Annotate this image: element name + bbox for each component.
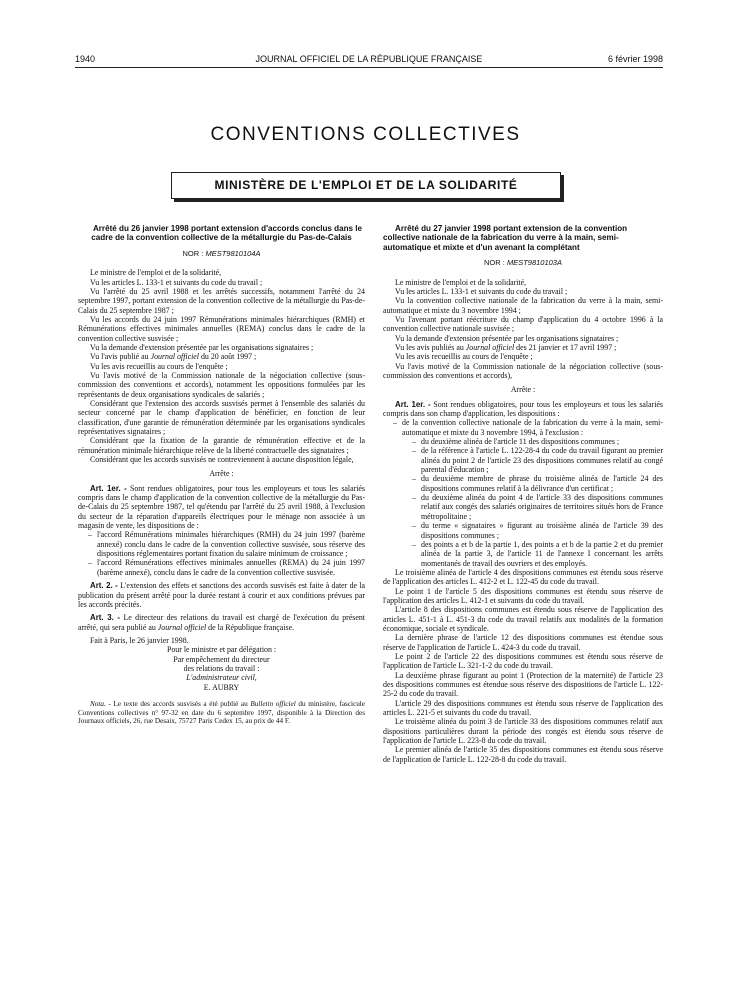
paragraph: Vu l'arrêté du 25 avril 1988 et les arrêtés successifs, notamment l'arrêté du 24 septembre 1997, portant extension de la convention collective de la métallurgie du Pas-de-Calais du 25 septembre 1987 ; (78, 286, 365, 315)
paragraph: Vu les articles L. 133-1 et suivants du code du travail ; (395, 286, 568, 296)
article-1 (383, 400, 663, 419)
paragraph: Vu l'avis motivé de la Commission nationale de la négociation collective (sous-commission des conventions et accords), notamment les oppositions formulées par les représentants de deux organisations syndicales de salariés ; (78, 370, 365, 399)
right-decree-title: Arrêté du 27 janvier 1998 portant extension de la convention collective nationale de la fabrication du verre à la main, semi-automatique et mixte et d'un avenant la complétant (383, 224, 628, 252)
journal-ref: Journal officiel (157, 622, 207, 632)
text: Le texte des accords susvisés a été publié au (110, 699, 251, 708)
text: L'extension des effets et sanctions des accords susvisés est faite à dater de la publication du présent arrêté pour la durée restant à courir et aux conditions prévues par les accords précités. (78, 581, 366, 609)
journal-ref: Journal officiel (150, 352, 199, 362)
paragraph: Vu les articles L. 133-1 et suivants du code du travail ; (90, 277, 263, 287)
arrete-heading: Arrête : (510, 385, 536, 395)
nor-label: NOR : (484, 258, 505, 268)
nor-code: MEST9810103A (506, 258, 562, 268)
list-item: – l'accord Rémunérations effectives minimales annuelles (REMA) du 24 juin 1997 (barème annexé), conclu dans le cadre de la convention collective susvisée. (88, 558, 365, 577)
signatory-title: L'administrateur civil, (186, 673, 257, 683)
list-item: – du deuxième alinéa de l'article 11 des dispositions communes ; (412, 437, 663, 446)
article-label: Art. 3. - (90, 613, 121, 623)
paragraph: Le troisième alinéa du point 3 de l'article 33 des dispositions communes relatif aux dispositions particulières durant la période des congés est étendu sous réserve de l'application de l'article L. 223-8 du code du travail. (383, 717, 663, 746)
article-label: Art. 2. - (90, 581, 118, 591)
signature-line: des relations du travail : (183, 663, 260, 673)
article-3 (78, 613, 365, 632)
paragraph: Le troisième alinéa de l'article 4 des dispositions communes est étendu sous réserve de l'application des articles L. 412-2 et L. 122-45 du code du travail. (383, 567, 663, 587)
list-item: – de la référence à l'article L. 122-28-4 du code du travail figurant au premier alinéa du point 2 de l'article 23 des dispositions communes relatif au congé parental d'éducation ; (412, 446, 663, 474)
list-item: – des points a et b de la partie 1, des points a et b de la partie 2 et du premier alinéa de la partie 3, de l'article 11 de l'annexe I concernant les arrêts momentanés de travail des ouvriers et des employés. (412, 540, 663, 568)
ministry-box: MINISTÈRE DE L'EMPLOI ET DE LA SOLIDARITÉ (171, 172, 561, 199)
signatory-name: E. AUBRY (203, 682, 240, 692)
paragraph: Vu la demande d'extension présentée par les organisations signataires ; (90, 342, 314, 352)
text: de la convention collective nationale de la fabrication du verre à la main, semi-automatique et mixte du 3 novembre 1994, à l'exclusion : (402, 418, 663, 437)
exclusions-list (402, 437, 663, 568)
paragraph (383, 343, 663, 352)
list-item: – du terme « signataires » figurant au troisième alinéa de l'article 39 des dispositions communes ; (412, 521, 663, 540)
arrete-heading: Arrête : (209, 469, 234, 479)
paragraph: La deuxième phrase figurant au point 1 (Protection de la maternité) de l'article 23 des dispositions communes est étendue sous réserve des dispositions de l'article L. 122-25-2 du code du travail. (383, 670, 663, 699)
nota (78, 700, 365, 726)
text: Sont rendues obligatoires, pour tous les employeurs et tous les salariés compris dans son champ d'application, les dispositions : (383, 399, 663, 419)
text: du ministère, fascicule Conventions collectives n° 97-32 en date du 6 septembre 1997, disponible à la Direction des Journaux officiels, 26, rue Desaix, 75727 Paris Cedex 15, au prix de 44 F. (78, 699, 365, 726)
paragraph: Vu les accords du 24 juin 1997 Rémunérations minimales hiérarchiques (RMH) et Rémunérations effectives minimales annuelles (REMA) conclus dans le cadre de la convention collective susvisée ; (78, 314, 365, 343)
right-nor (383, 258, 663, 267)
paragraph: La dernière phrase de l'article 12 des dispositions communes est étendue sous réserve de l'application de l'article L. 424-3 du code du travail. (383, 633, 663, 652)
paragraph: Le point 2 de l'article 22 des dispositions communes est étendu sous réserve de l'application de l'article L. 321-1-2 du code du travail. (383, 651, 663, 671)
paragraph: Vu les avis recueillis au cours de l'enquête ; (395, 352, 533, 362)
text: Sont rendues obligatoires, pour tous les employeurs et tous les salariés compris dans le champ d'application de la convention collective de la métallurgie du Pas-de-Calais du 25 septembre 1987, tel qu'étendu par l'arrêté du 25 avril 1988, à l'exclusion du secteur de la réparation d'appareils électriques pour le ménage non associée à un magasin de vente, les dispositions de : (78, 483, 365, 531)
paragraph (78, 352, 365, 361)
paragraph: L'article 29 des dispositions communes est étendu sous réserve de l'application des articles L. 221-5 et suivants du code du travail. (383, 698, 663, 718)
article-2 (78, 581, 365, 609)
text: Vu l'avis publié au (90, 352, 151, 362)
left-column (78, 224, 365, 726)
paragraph: Le ministre de l'emploi et de la solidarité, (90, 268, 222, 278)
paragraph: Considérant que l'extension des accords susvisés permet à l'ensemble des salariés du secteur concerné par le champ d'application de bénéficier, en fonction de leur classification, d'une garantie de rémunération déterminée par les organisations syndicales représentatives signataires ; (78, 398, 365, 436)
text: du 20 août 1997 ; (199, 352, 257, 362)
article-label: Art. 1er. - (395, 399, 431, 409)
paragraph: Le point 1 de l'article 5 des dispositions communes est étendu sous réserve de l'application des articles L. 412-1 et suivants du code du travail. (383, 586, 663, 605)
text: des 21 janvier et 17 avril 1997 ; (514, 342, 617, 352)
text: Vu les avis publiés au (395, 342, 466, 352)
list-item: – du deuxième alinéa du point 4 de l'article 33 des dispositions communes relatif aux congés des salariés originaires de territoires situés hors de France métropolitaine ; (412, 493, 663, 521)
signature-line: Par empêchement du directeur (173, 654, 270, 664)
article-1 (78, 484, 365, 531)
signature-line (78, 673, 365, 682)
provisions-list (78, 530, 365, 577)
paragraph: L'article 8 des dispositions communes est étendu sous réserve de l'application des articles L. 451-1 à L. 451-3 du code du travail relatifs aux modalités de la formation économique, sociale et syndicale. (383, 605, 663, 633)
list-item: – du deuxième membre de phrase du troisième alinéa de l'article 24 des dispositions communes relatif à la délivrance d'un certificat ; (412, 474, 663, 493)
paragraph: Vu l'avis motivé de la Commission nationale de la négociation collective (sous-commission des conventions et accords), (383, 361, 663, 380)
left-decree-title: Arrêté du 26 janvier 1998 portant extension d'accords conclus dans le cadre de la convention collective de la métallurgie du Pas-de-Calais (91, 224, 363, 243)
issue-date: 6 février 1998 (607, 54, 663, 64)
page-number: 1940 (75, 54, 96, 64)
header-rule (75, 67, 663, 68)
paragraph: Considérant que les accords susvisés ne contreviennent à aucune disposition légale, (90, 455, 354, 465)
text: Le directeur des relations du travail est chargé de l'exécution du présent arrêté, qui sera publié au (78, 613, 365, 632)
paragraph: Vu la demande d'extension présentée par les organisations signataires ; (395, 333, 619, 343)
left-nor (78, 249, 365, 258)
paragraph: Vu les avis recueillis au cours de l'enquête ; (90, 361, 228, 371)
nota-label: Nota. - (90, 699, 111, 708)
journal-title: JOURNAL OFFICIEL DE LA RÉPUBLIQUE FRANÇAISE (255, 54, 483, 64)
list-item: – l'accord Rémunérations minimales hiérarchiques (RMH) du 24 juin 1997 (barème annexé) conclu dans le cadre de la convention collective susvisée, sous réserve des dispositions réglementaires portant fixation du salaire minimum de croissance ; (88, 530, 365, 558)
article-label: Art. 1er. - (90, 483, 127, 493)
fait-line: Fait à Paris, le 26 janvier 1998. (90, 635, 189, 645)
nor-code: MEST9810104A (205, 248, 261, 258)
paragraph: Vu l'avenant portant réécriture du champ d'application du 4 octobre 1996 à la convention collective nationale susvisée ; (383, 314, 663, 334)
signature-line: Pour le ministre et par délégation : (166, 645, 277, 655)
paragraph: Vu la convention collective nationale de la fabrication du verre à la main, semi-automatique et mixte du 3 novembre 1994 ; (383, 296, 663, 315)
section-title: CONVENTIONS COLLECTIVES (210, 124, 521, 145)
paragraph: Le premier alinéa de l'article 35 des dispositions communes est étendu sous réserve de l'application de l'article L. 122-28-8 du code du travail. (383, 745, 663, 764)
text: de la République française. (206, 622, 295, 632)
paragraph: Le ministre de l'emploi et de la solidarité, (395, 277, 527, 287)
paragraph: Considérant que la fixation de la garantie de rémunération effective et de la rémunération minimale hiérarchique relève de la liberté contractuelle des signataires ; (78, 436, 365, 455)
journal-ref: Journal officiel (465, 342, 515, 352)
bulletin-ref: Bulletin officiel (250, 699, 296, 708)
running-header (75, 54, 663, 68)
nor-label: NOR : (182, 248, 204, 258)
provisions-list (383, 418, 663, 568)
right-column (383, 224, 663, 764)
list-item (393, 418, 663, 568)
